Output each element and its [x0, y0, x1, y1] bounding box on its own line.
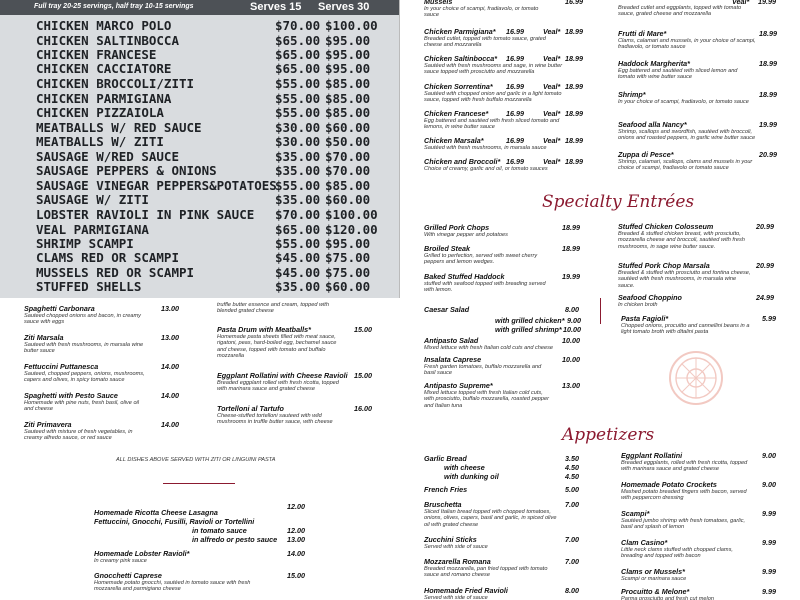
chicken-price: 16.99: [506, 54, 524, 63]
salad-item-price: 10.00: [562, 355, 580, 364]
appetizer-item-desc: Scampi or marinara sauce: [621, 576, 687, 582]
fettuccini-opt2-price: 13.00: [287, 535, 305, 544]
pasta-fagioli-desc: Chopped onions, procuitto and cannellini beans in a light tomato broth with ditalini pasta: [621, 323, 750, 336]
specialty-item: [618, 261, 778, 289]
chicken-veal-item: [424, 157, 589, 172]
gnocchi-desc: Homemade potato gnocchi, sautéed in tomato sauce with fresh mozzarella and parmigiano cheese: [94, 580, 251, 593]
caesar-opt1: with grilled chicken*: [495, 316, 565, 325]
board-row-price-15: $65.00: [275, 222, 321, 237]
appetizer-item: [621, 480, 778, 502]
seafood-item-price: 20.99: [759, 150, 777, 159]
board-row-price-30: $85.00: [325, 178, 371, 193]
board-row-price-30: $75.00: [325, 265, 371, 280]
appetizer-item: [621, 538, 778, 560]
pasta-item: [24, 333, 189, 355]
pasta-item-name: Ziti Primavera: [24, 420, 72, 429]
seafood-item-price: 18.99: [759, 90, 777, 99]
pasta-special-item: [217, 404, 375, 426]
board-row-price-30: $70.00: [325, 149, 371, 164]
appetizer-item-price: 9.99: [762, 538, 776, 547]
specialty-item-name: Grilled Pork Chops: [424, 223, 490, 232]
appetizer-item: [621, 567, 778, 582]
pasta-item-desc: Sauteed chopped onions and bacon, in creamy sauce with eggs: [24, 313, 141, 326]
caesar-salad-item: [424, 305, 584, 333]
appetizer-item: [621, 509, 778, 531]
board-row-price-15: $65.00: [275, 61, 321, 76]
mussels-item: [424, 0, 584, 19]
board-row-price-15: $55.00: [275, 91, 321, 106]
pasta-item-desc: Sauteed with mixture of fresh vegetables, in creamy alfredo sauce, or red sauce: [24, 429, 133, 442]
board-row: [30, 163, 390, 177]
pasta-item-name: Spaghetti with Pesto Sauce: [24, 391, 118, 400]
seafood-item-name: Frutti di Mare*: [618, 29, 667, 38]
appetizer-item-name: Bruschetta: [424, 500, 462, 509]
specialty-item: [618, 222, 778, 250]
seafood-item-desc: In your choice of scampi, fradiavolo, or tomato sauce: [618, 99, 749, 105]
board-row-price-15: $55.00: [275, 236, 321, 251]
board-row-price-15: $35.00: [275, 279, 321, 294]
chicken-veal-item: [424, 136, 589, 151]
board-subtitle: Full tray 20-25 servings, half tray 10-15 servings: [34, 3, 194, 10]
specialty-item-price: 18.99: [562, 244, 580, 253]
appetizer-item: [621, 451, 778, 473]
chicken-price: 16.99: [506, 82, 524, 91]
board-row-price-30: $100.00: [325, 207, 378, 222]
seafood-item-name: Haddock Margherita*: [618, 59, 690, 68]
seafood-item-price: 19.99: [759, 120, 777, 129]
board-row-name: CHICKEN FRANCESE: [36, 47, 157, 62]
chicken-item-name: Chicken and Broccoli*: [424, 157, 501, 166]
chicken-veal-item: [424, 82, 589, 104]
veal-label: Veal*: [543, 157, 561, 166]
board-header: [0, 0, 400, 15]
board-row-name: CHICKEN PARMIGIANA: [36, 91, 172, 106]
specialty-item-desc: In chicken broth: [618, 302, 658, 308]
appetizer-item-name: Clam Casino*: [621, 538, 668, 547]
specialty-item: [424, 223, 584, 238]
appetizer-item-name: Procuitto & Melone*: [621, 587, 690, 596]
board-row-price-15: $30.00: [275, 134, 321, 149]
appetizer-item: [424, 557, 584, 579]
board-row: [30, 76, 390, 90]
seafood-item: [618, 59, 778, 81]
seafood-item: [618, 90, 778, 105]
gnocchi-item: [94, 571, 309, 593]
board-row-name: CLAMS RED OR SCAMPI: [36, 250, 179, 265]
chicken-item-desc: Egg battered and sautéed with fresh sliced tomato and lemons, in wine butter sauce: [424, 118, 560, 131]
board-row-price-30: $95.00: [325, 47, 371, 62]
pasta-item-price: 14.00: [161, 362, 179, 371]
specialty-item-name: Broiled Steak: [424, 244, 470, 253]
salad-item: [424, 336, 584, 351]
veal-label: Veal*: [543, 82, 561, 91]
board-row-price-15: $45.00: [275, 265, 321, 280]
board-row-price-30: $70.00: [325, 163, 371, 178]
pasta-topcut-desc: truffle butter essence and cream, topped with blended grated cheese: [217, 302, 329, 315]
seafood-item-desc: Clams, calamari and mussels, in your choice of scampi, fradiavolo, or tomato sauce: [618, 38, 756, 51]
board-row-price-15: $35.00: [275, 149, 321, 164]
appetizer-item-desc: Breaded mozzarella, pan fried topped with tomato sauce and romano cheese: [424, 566, 548, 579]
veal-price: 18.99: [565, 157, 583, 166]
pasta-item-price: 13.00: [161, 333, 179, 342]
specialty-item: [424, 272, 584, 294]
pasta-special-item-price: 15.00: [354, 371, 372, 380]
board-row: [30, 149, 390, 163]
appetizer-item-price: 9.00: [762, 480, 776, 489]
caesar-opt2: with grilled shrimp*: [495, 325, 562, 334]
appetizer-item-price: 7.00: [565, 500, 579, 509]
pasta-note: ALL DISHES ABOVE SERVED WITH ZITI OR LINGUINI PASTA: [116, 457, 276, 463]
board-row: [30, 265, 390, 279]
pasta-special-item-price: 16.00: [354, 404, 372, 413]
chicken-item-name: Chicken Francese*: [424, 109, 489, 118]
pasta-item-price: 14.00: [161, 420, 179, 429]
board-row: [30, 91, 390, 105]
pasta-special-item-name: Tortelloni al Tartufo: [217, 404, 284, 413]
gnocchi-price: 15.00: [287, 571, 305, 580]
board-row-name: SAUSAGE W/RED SAUCE: [36, 149, 179, 164]
appetizer-item: [621, 587, 778, 600]
specialty-item-price: 24.99: [756, 293, 774, 302]
seafood-item-desc: Shrimp, calamari, scallops, clams and mussels in your choice of scampi, fradiavolo or tomato sauce: [618, 159, 753, 172]
garlic-opt2-price: 4.50: [565, 472, 579, 481]
chicken-item-desc: Breaded cutlet, topped with tomato sauce, grated cheese and mozzarella: [424, 36, 546, 49]
board-row-price-15: $45.00: [275, 250, 321, 265]
fettuccini-item: [94, 517, 309, 547]
veal-label: Veal*: [543, 54, 561, 63]
veal-price: 18.99: [565, 82, 583, 91]
seafood-item-price: 18.99: [759, 29, 777, 38]
board-row: [30, 18, 390, 32]
board-row: [30, 178, 390, 192]
board-row-price-15: $55.00: [275, 105, 321, 120]
garlic-bread-item: [424, 454, 584, 482]
lobster-ravioli-name: Homemade Lobster Ravioli*: [94, 549, 190, 558]
seafood-item-price: 18.99: [759, 59, 777, 68]
salad-item-name: Insalata Caprese: [424, 355, 482, 364]
appetizer-item-name: Eggplant Rollatini: [621, 451, 683, 460]
seafood-item: [618, 120, 778, 142]
board-row: [30, 279, 390, 293]
board-row-price-15: $55.00: [275, 76, 321, 91]
chicken-veal-item: [424, 54, 589, 76]
appetizer-item-price: 9.99: [762, 587, 776, 596]
fettuccini-opt1-price: 12.00: [287, 526, 305, 535]
pasta-item: [24, 304, 189, 326]
lobster-ravioli-price: 14.00: [287, 549, 305, 558]
pasta-special-item: [217, 325, 375, 360]
gnocchi-name: Gnocchetti Caprese: [94, 571, 162, 580]
top-veal-price: 19.99: [758, 0, 776, 6]
pasta-fagioli-name: Pasta Fagioli*: [621, 314, 669, 323]
board-row-price-30: $75.00: [325, 250, 371, 265]
board-row-name: MEATBALLS W/ RED SAUCE: [36, 120, 202, 135]
board-row-name: CHICKEN BROCCOLI/ZITI: [36, 76, 195, 91]
board-row: [30, 47, 390, 61]
pasta-item-desc: Sauteed, chopped peppers, onions, mushrooms, capers and olives, in spicy tomato sauce: [24, 371, 145, 384]
board-row-price-30: $95.00: [325, 61, 371, 76]
veal-price: 18.99: [565, 136, 583, 145]
appetizer-item-name: Clams or Mussels*: [621, 567, 685, 576]
caesar-salad-price: 8.00: [565, 305, 579, 314]
chicken-veal-item: [424, 27, 589, 49]
appetizer-item: [424, 535, 584, 550]
appetizer-item-price: 9.99: [762, 509, 776, 518]
specialty-item-price: 20.99: [756, 261, 774, 270]
appetizer-item-desc: Sliced Italian bread topped with chopped tomatoes, onions, olives, capers, basil and garlic, in spiced olive oil with grated cheese: [424, 509, 557, 528]
board-row: [30, 33, 390, 47]
board-row-name: CHICKEN CACCIATORE: [36, 61, 172, 76]
fettuccini-opt1: in tomato sauce: [192, 526, 247, 535]
fettuccini-name: Fettuccini, Gnocchi, Fusilli, Ravioli or Tortellini: [94, 517, 255, 526]
specialty-divider: [600, 298, 601, 324]
board-row-price-15: $30.00: [275, 120, 321, 135]
pasta-special-item-desc: Cheese-stuffed tortelloni sauteed with wild mushrooms in truffle butter sauce, with cheese: [217, 413, 333, 426]
specialty-item-desc: stuffed with seafood topped with breading served with lemon.: [424, 281, 546, 294]
mussels-name: Mussels: [424, 0, 453, 6]
board-row-name: STUFFED SHELLS: [36, 279, 142, 294]
appetizer-item-name: French Fries: [424, 485, 468, 494]
board-row-name: SAUSAGE VINEGAR PEPPERS&POTATOES: [36, 178, 277, 193]
appetizers-title: Appetizers: [562, 425, 655, 445]
salad-item: [424, 381, 584, 409]
appetizer-item-desc: Breaded eggplants, rolled with fresh ricotta, topped with marinara sauce and grated cheese: [621, 460, 748, 473]
specialty-item-name: Stuffed Chicken Colosseum: [618, 222, 714, 231]
chicken-price: 16.99: [506, 27, 524, 36]
catering-price-board: [0, 0, 400, 298]
appetizer-item-desc: Parma prosciutto and fresh cut melon: [621, 596, 714, 600]
specialty-item-desc: Breaded & stuffed with prosciutto and fontina cheese, sautéed with fresh mushrooms, in marsala wine sauce.: [618, 270, 751, 289]
board-row-price-15: $35.00: [275, 163, 321, 178]
appetizer-item-name: Mozzarella Romana: [424, 557, 491, 566]
top-veal-desc: Breaded cutlet and eggplants, topped with tomato sauce, grated cheese and mozzarella: [618, 5, 742, 18]
decorative-medallion-icon: [668, 350, 724, 406]
lobster-ravioli-item: [94, 549, 309, 564]
board-row-price-30: $50.00: [325, 134, 371, 149]
seafood-item-name: Zuppa di Pesce*: [618, 150, 674, 159]
appetizer-item-desc: Sautéed jumbo shrimp with fresh tomatoes, garlic, basil and splash of lemon: [621, 518, 746, 531]
appetizer-item-price: 9.00: [762, 451, 776, 460]
board-row: [30, 120, 390, 134]
appetizer-item-price: 7.00: [565, 535, 579, 544]
top-veal-label: Veal*: [732, 0, 750, 6]
appetizer-item-desc: Mashed potato breaded fingers with bacon, served with peppercorn dressing: [621, 489, 747, 502]
board-row: [30, 207, 390, 221]
lasagna-price: 12.00: [287, 502, 305, 511]
mussels-price: 16.99: [565, 0, 583, 6]
board-row-price-15: $65.00: [275, 33, 321, 48]
caesar-opt2-price: 10.00: [563, 325, 581, 334]
appetizer-item-name: Homemade Potato Crockets: [621, 480, 717, 489]
mussels-desc: In your choice of scampi, fradiavolo, or tomato sauce: [424, 6, 539, 19]
salad-item-price: 13.00: [562, 381, 580, 390]
appetizer-item-price: 7.00: [565, 557, 579, 566]
chicken-price: 16.99: [506, 136, 524, 145]
pasta-fagioli-price: 5.99: [762, 314, 776, 323]
chicken-item-name: Chicken Marsala*: [424, 136, 484, 145]
board-row-name: SAUSAGE PEPPERS & ONIONS: [36, 163, 217, 178]
pasta-item-name: Spaghetti Carbonara: [24, 304, 95, 313]
specialty-item: [424, 244, 584, 266]
board-row-name: SAUSAGE W/ ZITI: [36, 192, 149, 207]
pasta-special-item: [217, 371, 375, 393]
appetizer-item-desc: Served with side of sauce: [424, 595, 488, 600]
board-row-price-15: $55.00: [275, 178, 321, 193]
board-row-price-30: $60.00: [325, 279, 371, 294]
board-row-price-15: $35.00: [275, 192, 321, 207]
board-row-price-15: $70.00: [275, 207, 321, 222]
board-row-price-30: $85.00: [325, 105, 371, 120]
board-row-name: MEATBALLS W/ ZITI: [36, 134, 164, 149]
pasta-item-name: Ziti Marsala: [24, 333, 64, 342]
board-row-price-30: $95.00: [325, 33, 371, 48]
seafood-item-desc: Egg battered and sautéed with sliced lemon and tomato with wine butter sauce: [618, 68, 738, 81]
board-row: [30, 250, 390, 264]
appetizer-item-price: 5.00: [565, 485, 579, 494]
garlic-opt1: with cheese: [444, 463, 485, 472]
appetizer-item-desc: Little neck clams stuffed with chopped clams, breading and topped with bacon: [621, 547, 733, 560]
pasta-divider: [163, 483, 235, 484]
pasta-item-desc: Homemade with pine nuts, fresh basil, olive oil and cheese: [24, 400, 140, 413]
pasta-special-item-desc: Homemade pasta sheets filled with meat sauce, rigatoni, peas, hard-boiled egg, bechamel sauce and cheese, topped with tomato and buffalo mozzarella: [217, 334, 337, 360]
board-row: [30, 192, 390, 206]
appetizer-item: [424, 485, 584, 494]
seafood-item-name: Seafood alla Nancy*: [618, 120, 687, 129]
board-row: [30, 105, 390, 119]
board-col1-header: Serves 15: [250, 1, 302, 13]
board-row-price-15: $65.00: [275, 47, 321, 62]
board-row-price-30: $85.00: [325, 76, 371, 91]
board-row: [30, 134, 390, 148]
pasta-item-price: 14.00: [161, 391, 179, 400]
chicken-veal-item: [424, 109, 589, 131]
pasta-special-item-desc: Breaded eggplant rolled with fresh ricotta, topped with marinara sauce and grated cheese: [217, 380, 339, 393]
garlic-opt2: with dunking oil: [444, 472, 499, 481]
salad-item: [424, 355, 584, 377]
seafood-item: [618, 150, 778, 172]
specialty-item: [618, 293, 778, 308]
salad-item-desc: Mixed lettuce with fresh Italian cold cuts and cheese: [424, 345, 554, 351]
board-row-price-30: $60.00: [325, 120, 371, 135]
garlic-opt1-price: 4.50: [565, 463, 579, 472]
board-row-name: MUSSELS RED OR SCAMPI: [36, 265, 195, 280]
board-row-price-15: $70.00: [275, 18, 321, 33]
board-row-name: VEAL PARMIGIANA: [36, 222, 149, 237]
lobster-ravioli-desc: In creamy pink sauce: [94, 558, 147, 564]
salad-item-desc: Mixed lettuce topped with fresh Italian cold cuts, with prosciutto, buffalo mozzarella, roasted pepper and Italian tuna: [424, 390, 549, 409]
board-row-name: LOBSTER RAVIOLI IN PINK SAUCE: [36, 207, 255, 222]
specialty-item-name: Baked Stuffed Haddock: [424, 272, 505, 281]
caesar-salad-name: Caesar Salad: [424, 305, 470, 314]
veal-price: 18.99: [565, 27, 583, 36]
salad-item-price: 10.00: [562, 336, 580, 345]
veal-price: 18.99: [565, 54, 583, 63]
pasta-special-item-name: Pasta Drum with Meatballs*: [217, 325, 311, 334]
pasta-special-item-price: 15.00: [354, 325, 372, 334]
appetizer-item-price: 8.00: [565, 586, 579, 595]
pasta-item: [24, 362, 189, 384]
veal-label: Veal*: [543, 109, 561, 118]
pasta-fagioli-item: [621, 314, 778, 336]
specialty-item-price: 18.99: [562, 223, 580, 232]
specialty-item-desc: Grilled to perfection, served with sweet cherry peppers and lemon wedges.: [424, 253, 538, 266]
board-row-price-30: $60.00: [325, 192, 371, 207]
pasta-item-price: 13.00: [161, 304, 179, 313]
appetizer-item-price: 9.99: [762, 567, 776, 576]
chicken-item-name: Chicken Parmigiana*: [424, 27, 496, 36]
appetizer-item-desc: Served with side of sauce: [424, 544, 488, 550]
board-row-price-30: $100.00: [325, 18, 378, 33]
veal-label: Veal*: [543, 136, 561, 145]
board-row-price-30: $95.00: [325, 236, 371, 251]
board-row: [30, 236, 390, 250]
appetizer-item-name: Scampi*: [621, 509, 650, 518]
appetizer-item-name: Homemade Fried Ravioli: [424, 586, 508, 595]
veal-price: 18.99: [565, 109, 583, 118]
specialty-item-price: 19.99: [562, 272, 580, 281]
specialty-item-name: Stuffed Pork Chop Marsala: [618, 261, 710, 270]
chicken-item-desc: Sautéed with fresh mushrooms and sage, in wine butter sauce topped with prosciutto and mozzarella: [424, 63, 563, 76]
seafood-item-desc: Shrimp, scallops and swordfish, sautéed with broccoli, onions and roasted peppers, in garlic wine butter sauce: [618, 129, 756, 142]
salad-item-desc: Fresh garden tomatoes, buffalo mozzarella and basil sauce: [424, 364, 542, 377]
appetizer-item-name: Zucchini Sticks: [424, 535, 477, 544]
chicken-price: 16.99: [506, 109, 524, 118]
lasagna-name: Homemade Ricotta Cheese Lasagna: [94, 508, 218, 517]
appetizer-item: [424, 500, 584, 528]
specialty-item-name: Seafood Choppino: [618, 293, 682, 302]
seafood-item: [618, 29, 778, 51]
board-col2-header: Serves 30: [318, 1, 370, 13]
salad-item-name: Antipasto Supreme*: [424, 381, 493, 390]
chicken-item-desc: Sautéed with chopped onion and garlic in a light tomato sauce, topped with fresh buffalo mozzarella: [424, 91, 562, 104]
board-row-name: SHRIMP SCAMPI: [36, 236, 134, 251]
appetizer-item: [424, 586, 584, 600]
chicken-item-name: Chicken Saltinbocca*: [424, 54, 498, 63]
pasta-item-name: Fettuccini Puttanesca: [24, 362, 99, 371]
specialty-item-desc: With vinegar pepper and potatoes: [424, 232, 508, 238]
specialty-item-price: 20.99: [756, 222, 774, 231]
garlic-bread-price: 3.50: [565, 454, 579, 463]
seafood-item-name: Shrimp*: [618, 90, 646, 99]
specialty-item-desc: Breaded & stuffed chicken breast, with prosciutto, mozzarella cheese and broccoli, sautéed with fresh mushrooms, in sage wine butter sauce.: [618, 231, 745, 250]
pasta-item-desc: Sauteed with fresh mushrooms, in marsala wine butter sauce: [24, 342, 144, 355]
pasta-special-item-name: Eggplant Rollatini with Cheese Ravioli: [217, 371, 348, 380]
board-row: [30, 222, 390, 236]
pasta-item: [24, 391, 189, 413]
caesar-opt1-price: 9.00: [567, 316, 581, 325]
pasta-item: [24, 420, 189, 442]
board-row-price-30: $120.00: [325, 222, 378, 237]
chicken-price: 16.99: [506, 157, 524, 166]
specialty-title: Specialty Entrées: [542, 192, 695, 212]
board-row-name: CHICKEN MARCO POLO: [36, 18, 172, 33]
board-row-price-30: $85.00: [325, 91, 371, 106]
chicken-item-desc: Choice of creamy, garlic and oil, or tomato sauces: [424, 166, 548, 172]
garlic-bread-name: Garlic Bread: [424, 454, 467, 463]
board-row-name: CHICKEN PIZZAIOLA: [36, 105, 164, 120]
chicken-item-desc: Sautéed with fresh mushrooms, in marsala sauce: [424, 145, 547, 151]
fettuccini-opt2: in alfredo or pesto sauce: [192, 535, 278, 544]
chicken-item-name: Chicken Sorrentina*: [424, 82, 493, 91]
board-row-name: CHICKEN SALTINBOCCA: [36, 33, 179, 48]
salad-item-name: Antipasto Salad: [424, 336, 479, 345]
board-row: [30, 61, 390, 75]
veal-label: Veal*: [543, 27, 561, 36]
